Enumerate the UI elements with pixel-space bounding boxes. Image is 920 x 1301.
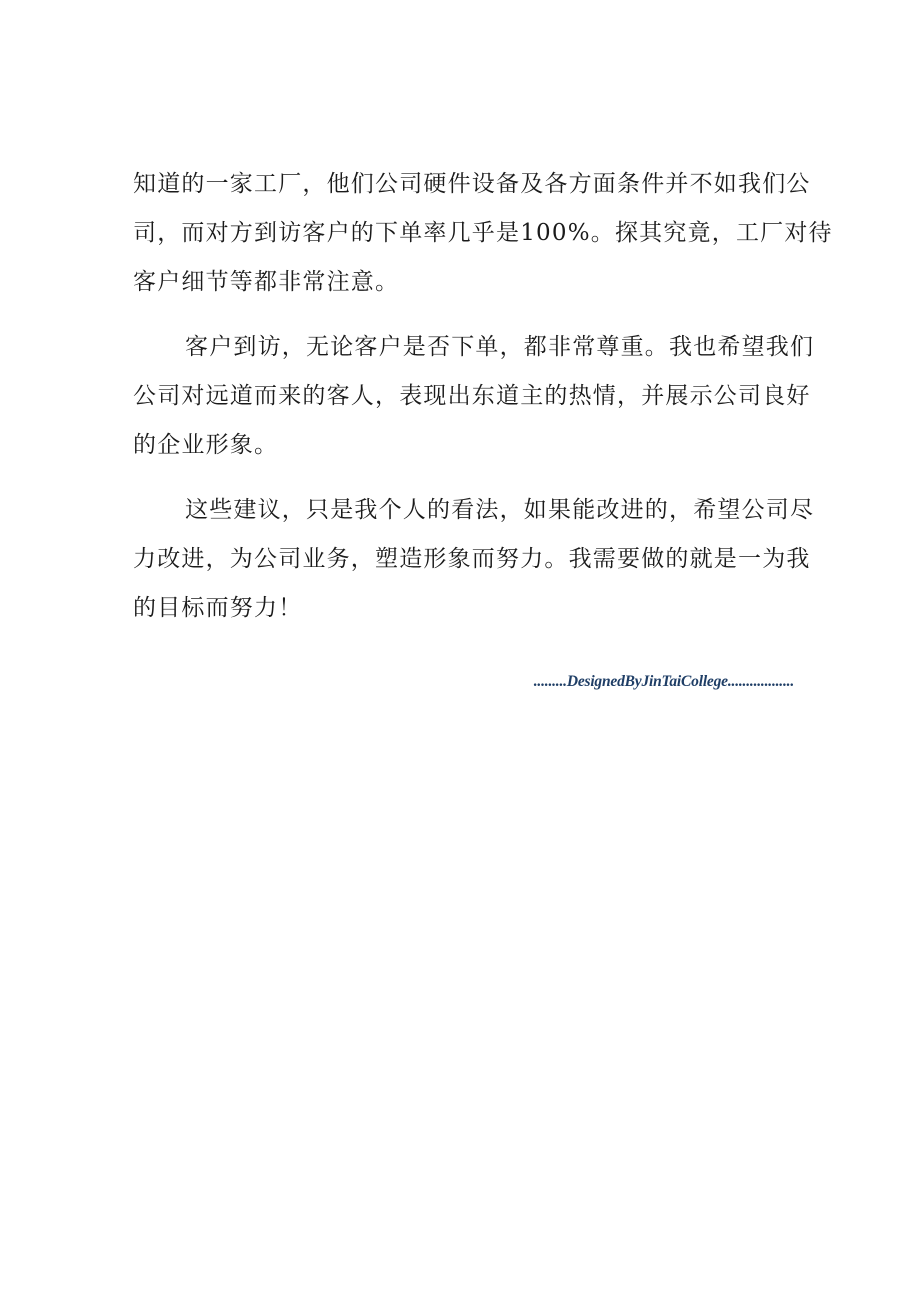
paragraph-line: 的目标而努力！ (133, 595, 303, 621)
paragraph-line: 力改进，为公司业务，塑造形象而努力。我需要做的就是一为我 (133, 546, 811, 572)
paragraph-line: 客户细节等都非常注意。 (133, 269, 400, 295)
paragraph-line: 这些建议，只是我个人的看法，如果能改进的，希望公司尽 (185, 497, 815, 523)
paragraph-2 (133, 323, 815, 470)
paragraph-line: 知道的一家工厂，他们公司硬件设备及各方面条件并不如我们公 (133, 171, 811, 197)
footer-watermark: .........DesignedByJinTaiCollege.................. (533, 673, 794, 690)
paragraph-line: 客户到访，无论客户是否下单，都非常尊重。我也希望我们 (185, 334, 815, 360)
document-body (133, 160, 833, 649)
paragraph-line: 公司对远道而来的客人，表现出东道主的热情，并展示公司良好 (133, 383, 811, 409)
paragraph-line: 的企业形象。 (133, 432, 279, 458)
paragraph-line: 司，而对方到访客户的下单率几乎是100%。探其究竟，工厂对待 (133, 220, 833, 246)
paragraph-3 (133, 486, 815, 633)
paragraph-1 (133, 160, 833, 307)
